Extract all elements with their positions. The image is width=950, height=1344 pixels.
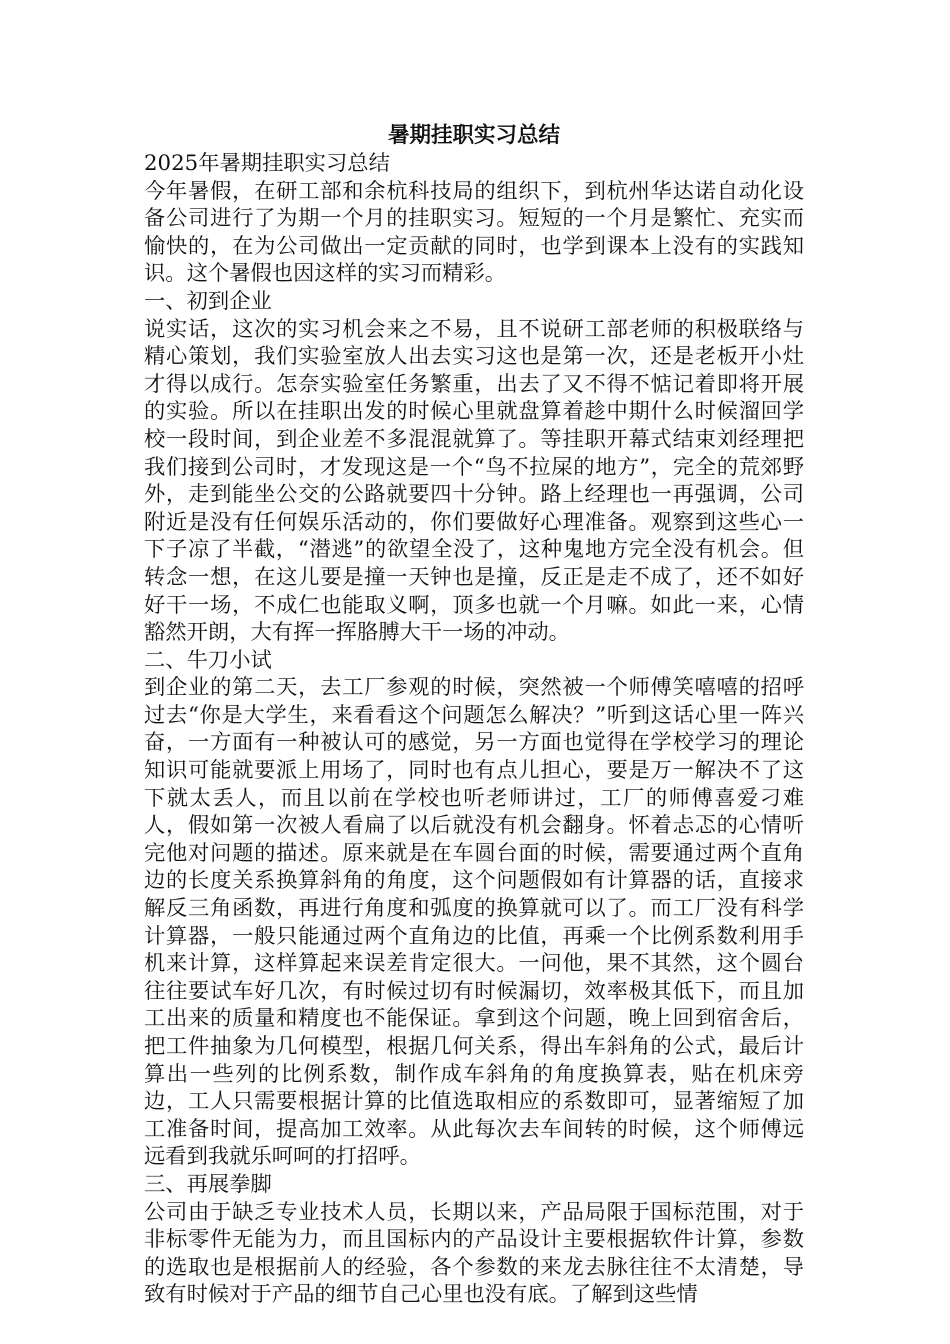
section-body-2: 到企业的第二天，去工厂参观的时候，突然被一个师傅笑嘻嘻的招呼过去“你是大学生，来看看这个问题怎么解决？”听到这话心里一阵兴奋，一方面有一种被认可的感觉，另一方面也觉得在学校学习的理论知识可能就要派上用场了，同时也有点儿担心，要是万一解决不了这下就太丢人，而且以前在学校也听老师讲过，工厂的师傅喜爱刁难人，假如第一次被人看扁了以后就没有机会翻身。怀着忐忑的心情听完他对问题的描述。原来就是在车圆台面的时候，需要通过两个直角边的长度关系换算斜角的角度，这个问题假如有计算器的话，直接求解反三角函数，再进行角度和弧度的换算就可以了。而工厂没有科学计算器，一般只能通过两个直角边的比值，再乘一个比例系数利用手机来计算，这样算起来误差肯定很大。一问他，果不其然，这个圆台往往要试车好几次，有时候过切有时候漏切，效率极其低下，而且加工出来的质量和精度也不能保证。拿到这个问题，晚上回到宿舍后，把工件抽象为几何模型，根据几何关系，得出车斜角的公式，最后计算出一些列的比例系数，制作成车斜角的角度换算表，贴在机床旁边，工人只需要根据计算的比值选取相应的系数即可，显著缩短了加工准备时间，提高加工效率。从此每次去车间转的时候，这个师傅远远看到我就乐呵呵的打招呼。 xyxy=(144,675,804,1170)
section-heading-3: 三、再展拳脚 xyxy=(144,1171,272,1197)
section-body-3: 公司由于缺乏专业技术人员，长期以来，产品局限于国标范围，对于非标零件无能为力，而且国标内的产品设计主要根据软件计算，参数的选取也是根据前人的经验，各个参数的来龙去脉往往不太清楚，导致有时候对于产品的细节自己心里也没有底。了解到这些情 xyxy=(144,1199,804,1308)
section-heading-1: 一、初到企业 xyxy=(144,288,272,314)
document-subtitle: 2025年暑期挂职实习总结 xyxy=(144,151,390,176)
document-title: 暑期挂职实习总结 xyxy=(387,123,560,148)
document-page xyxy=(144,122,804,1309)
section-body-1: 说实话，这次的实习机会来之不易，且不说研工部老师的积极联络与精心策划，我们实验室放人出去实习这也是第一次，还是老板开小灶才得以成行。怎奈实验室任务繁重，出去了又不得不惦记着即将开展的实验。所以在挂职出发的时候心里就盘算着趁中期什么时候溜回学校一段时间，到企业差不多混混就算了。等挂职开幕式结束刘经理把我们接到公司时，才发现这是一个“鸟不拉屎的地方”，完全的荒郊野外，走到能坐公交的公路就要四十分钟。路上经理也一再强调，公司附近是没有任何娱乐活动的，你们要做好心理准备。观察到这些心一下子凉了半截，“潜逃”的欲望全没了，这种鬼地方完全没有机会。但转念一想，在这儿要是撞一天钟也是撞，反正是走不成了，还不如好好干一场，不成仁也能取义啊，顶多也就一个月嘛。如此一来，心情豁然开朗，大有挥一挥胳膊大干一场的冲动。 xyxy=(144,316,804,646)
section-heading-2: 二、牛刀小试 xyxy=(144,647,272,673)
intro-paragraph: 今年暑假，在研工部和余杭科技局的组织下，到杭州华达诺自动化设备公司进行了为期一个月的挂职实习。短短的一个月是繁忙、充实而愉快的，在为公司做出一定贡献的同时，也学到课本上没有的实践知识。这个暑假也因这样的实习而精彩。 xyxy=(144,178,804,287)
